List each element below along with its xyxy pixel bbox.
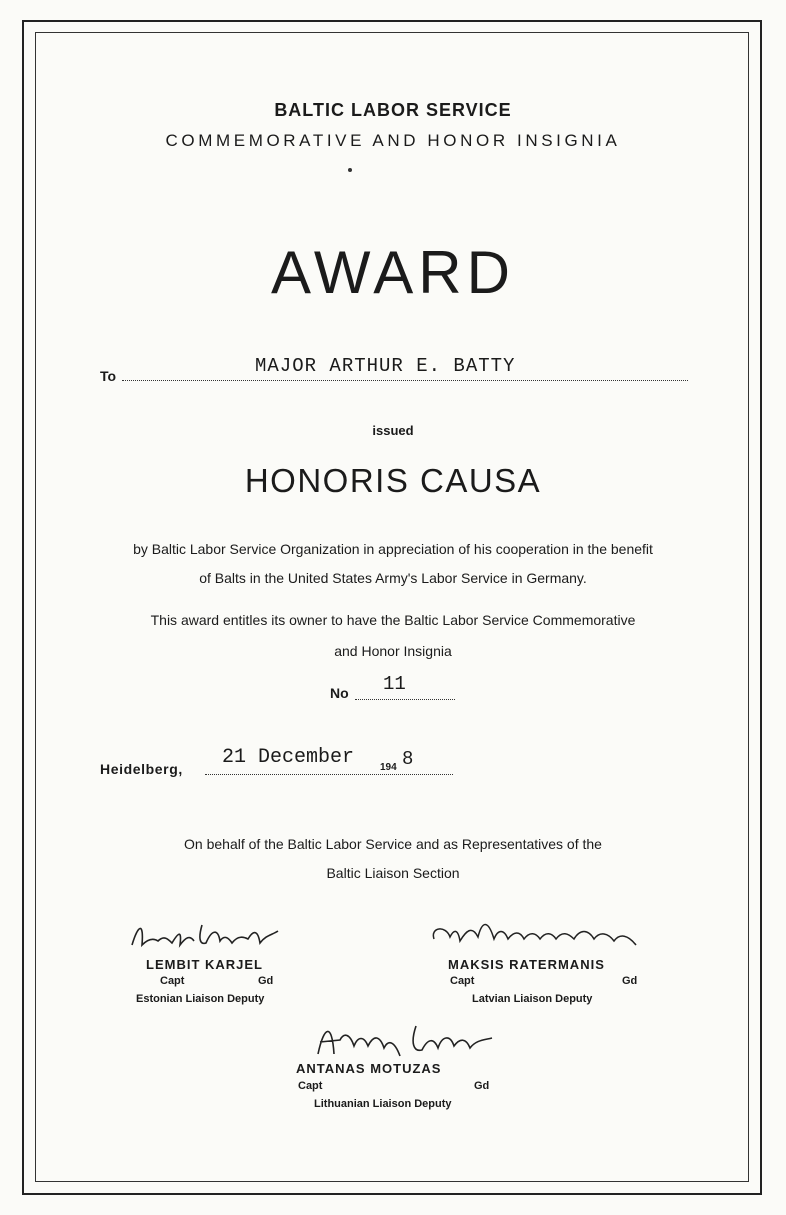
place-label: Heidelberg, — [100, 761, 183, 777]
rep-lithuanian-role: Lithuanian Liaison Deputy — [314, 1098, 452, 1110]
year-suffix: 8 — [402, 748, 414, 770]
rep-estonian-rank: Capt — [160, 975, 185, 987]
date-line — [205, 773, 453, 775]
rep-lithuanian-name: ANTANAS MOTUZAS — [296, 1061, 442, 1076]
behalf-line-1: On behalf of the Baltic Labor Service and as Representatives of the — [184, 836, 602, 852]
year-prefix: 194 — [380, 762, 397, 773]
header-line-1: BALTIC LABOR SERVICE — [274, 100, 512, 120]
recipient-label: To — [100, 368, 117, 384]
recipient-line — [122, 379, 688, 381]
date-value: 21 December — [222, 746, 355, 769]
number-label: No — [330, 685, 349, 701]
rep-lithuanian-unit: Gd — [474, 1080, 490, 1092]
rep-estonian-role: Estonian Liaison Deputy — [136, 993, 265, 1005]
rep-latvian-unit: Gd — [622, 975, 638, 987]
rep-latvian-rank: Capt — [450, 975, 475, 987]
rep-latvian-name: MAKSIS RATERMANIS — [448, 957, 605, 972]
body-line-3: This award entitles its owner to have the Baltic Labor Service Commemorative — [150, 612, 636, 628]
signature-lithuanian — [310, 1016, 505, 1064]
number-line — [355, 698, 455, 700]
body-line-4: and Honor Insignia — [334, 643, 452, 659]
number-value: 11 — [383, 673, 406, 695]
honoris-causa-title: HONORIS CAUSA — [244, 462, 542, 499]
recipient-name: MAJOR ARTHUR E. BATTY — [255, 355, 516, 377]
issued-label: issued — [372, 423, 414, 438]
body-line-1: by Baltic Labor Service Organization in appreciation of his cooperation in the benefit — [133, 541, 653, 557]
rep-estonian-unit: Gd — [258, 975, 274, 987]
inner-border — [35, 32, 749, 1182]
behalf-line-2: Baltic Liaison Section — [326, 865, 460, 881]
header-line-2: COMMEMORATIVE AND HONOR INSIGNIA — [165, 131, 621, 150]
body-line-2: of Balts in the United States Army's Labor Service in Germany. — [199, 570, 587, 586]
rep-lithuanian-rank: Capt — [298, 1080, 323, 1092]
ornament-dot — [348, 168, 352, 172]
rep-estonian-name: LEMBIT KARJEL — [146, 957, 263, 972]
signature-latvian — [428, 915, 648, 960]
signature-estonian — [128, 915, 298, 960]
rep-latvian-role: Latvian Liaison Deputy — [472, 993, 593, 1005]
award-title: AWARD — [271, 239, 515, 306]
